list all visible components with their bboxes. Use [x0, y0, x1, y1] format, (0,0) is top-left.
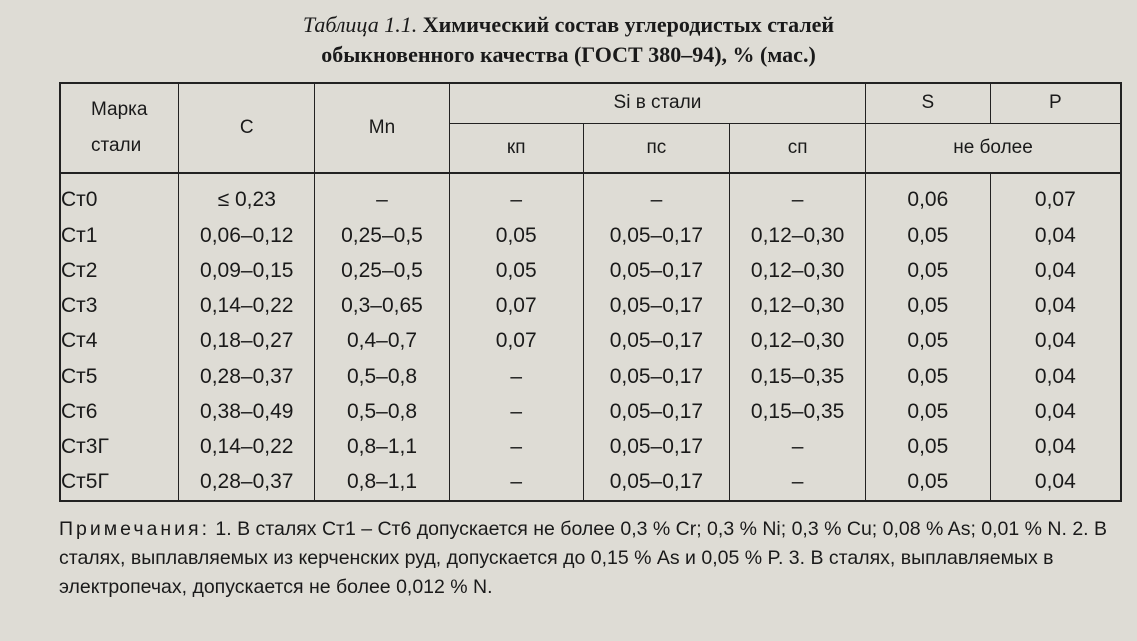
cell-kp: 0,07 — [449, 289, 583, 324]
cell-p: 0,04 — [990, 324, 1121, 359]
header-p: P — [990, 83, 1121, 123]
table-row — [60, 465, 1121, 501]
cell-p: 0,04 — [990, 218, 1121, 253]
caption-label: Таблица 1.1. — [302, 12, 418, 37]
cell-s: 0,05 — [866, 289, 991, 324]
caption-line-2 — [0, 40, 1137, 70]
cell-s: 0,05 — [866, 465, 991, 501]
cell-ps: 0,05–0,17 — [583, 324, 730, 359]
cell-kp: – — [449, 429, 583, 464]
cell-p: 0,04 — [990, 429, 1121, 464]
cell-kp: 0,05 — [449, 254, 583, 289]
cell-c: 0,18–0,27 — [179, 324, 315, 359]
header-mn: Mn — [315, 83, 450, 173]
cell-ps: 0,05–0,17 — [583, 289, 730, 324]
header-mark — [60, 83, 179, 173]
cell-s: 0,05 — [866, 218, 991, 253]
cell-mn: 0,8–1,1 — [315, 429, 450, 464]
table-row — [60, 394, 1121, 429]
cell-mark: Ст6 — [60, 394, 179, 429]
header-mark-line-1: Марка — [91, 99, 148, 120]
cell-p: 0,07 — [990, 173, 1121, 218]
cell-sp: 0,12–0,30 — [730, 218, 866, 253]
cell-kp: – — [449, 173, 583, 218]
header-s: S — [866, 83, 991, 123]
cell-mark: Ст5 — [60, 359, 179, 394]
cell-sp: 0,12–0,30 — [730, 289, 866, 324]
cell-c: 0,09–0,15 — [179, 254, 315, 289]
cell-mark: Ст4 — [60, 324, 179, 359]
table-notes — [59, 515, 1119, 602]
header-mark-line-2: стали — [91, 135, 142, 156]
header-si-kp: кп — [449, 123, 583, 173]
cell-p: 0,04 — [990, 289, 1121, 324]
table-row — [60, 218, 1121, 253]
cell-mark: Ст3 — [60, 289, 179, 324]
cell-mark: Ст0 — [60, 173, 179, 218]
cell-kp: 0,07 — [449, 324, 583, 359]
notes-heading: Примечания: — [59, 518, 210, 540]
cell-ps: 0,05–0,17 — [583, 359, 730, 394]
table-row — [60, 359, 1121, 394]
cell-ps: – — [583, 173, 730, 218]
cell-c: ≤ 0,23 — [179, 173, 315, 218]
table-row — [60, 324, 1121, 359]
cell-p: 0,04 — [990, 465, 1121, 501]
table-row — [60, 429, 1121, 464]
caption-text-2: обыкновенного качества (ГОСТ 380–94), % (мас.) — [321, 42, 816, 67]
cell-ps: 0,05–0,17 — [583, 465, 730, 501]
cell-mark: Ст3Г — [60, 429, 179, 464]
header-c: C — [179, 83, 315, 173]
cell-mark: Ст2 — [60, 254, 179, 289]
table-row — [60, 173, 1121, 218]
cell-c: 0,06–0,12 — [179, 218, 315, 253]
table-row — [60, 254, 1121, 289]
cell-mark: Ст5Г — [60, 465, 179, 501]
header-si-sp: сп — [730, 123, 866, 173]
table-row — [60, 289, 1121, 324]
table-caption — [0, 10, 1137, 70]
composition-table — [59, 82, 1122, 502]
cell-s: 0,05 — [866, 359, 991, 394]
cell-mn: 0,25–0,5 — [315, 254, 450, 289]
cell-c: 0,14–0,22 — [179, 429, 315, 464]
cell-p: 0,04 — [990, 359, 1121, 394]
cell-mn: 0,4–0,7 — [315, 324, 450, 359]
cell-ps: 0,05–0,17 — [583, 254, 730, 289]
header-not-more: не более — [866, 123, 1122, 173]
cell-mark: Ст1 — [60, 218, 179, 253]
cell-sp: 0,15–0,35 — [730, 359, 866, 394]
cell-kp: 0,05 — [449, 218, 583, 253]
cell-s: 0,06 — [866, 173, 991, 218]
cell-c: 0,28–0,37 — [179, 465, 315, 501]
cell-sp: 0,12–0,30 — [730, 254, 866, 289]
cell-sp: – — [730, 465, 866, 501]
cell-mn: – — [315, 173, 450, 218]
cell-p: 0,04 — [990, 254, 1121, 289]
cell-ps: 0,05–0,17 — [583, 429, 730, 464]
cell-ps: 0,05–0,17 — [583, 394, 730, 429]
cell-c: 0,14–0,22 — [179, 289, 315, 324]
cell-s: 0,05 — [866, 394, 991, 429]
cell-s: 0,05 — [866, 324, 991, 359]
cell-kp: – — [449, 465, 583, 501]
cell-kp: – — [449, 394, 583, 429]
notes-body: 1. В сталях Ст1 – Ст6 допускается не более 0,3 % Cr; 0,3 % Ni; 0,3 % Cu; 0,08 % As; 0,01 % N. 2. В сталях, выплавляемых из керченских руд, допускается до 0,15 % As и 0,05 % P. 3. В сталях, выплавляемых в электропечах, допускается не более 0,012 % N. — [59, 518, 1108, 598]
caption-line-1 — [0, 10, 1137, 40]
header-si-ps: пс — [583, 123, 730, 173]
cell-s: 0,05 — [866, 254, 991, 289]
cell-c: 0,28–0,37 — [179, 359, 315, 394]
cell-kp: – — [449, 359, 583, 394]
cell-mn: 0,8–1,1 — [315, 465, 450, 501]
cell-mn: 0,5–0,8 — [315, 394, 450, 429]
cell-sp: 0,12–0,30 — [730, 324, 866, 359]
cell-sp: – — [730, 173, 866, 218]
cell-s: 0,05 — [866, 429, 991, 464]
cell-p: 0,04 — [990, 394, 1121, 429]
cell-sp: – — [730, 429, 866, 464]
caption-text-1: Химический состав углеродистых сталей — [422, 12, 835, 37]
cell-ps: 0,05–0,17 — [583, 218, 730, 253]
cell-c: 0,38–0,49 — [179, 394, 315, 429]
cell-mn: 0,25–0,5 — [315, 218, 450, 253]
cell-mn: 0,5–0,8 — [315, 359, 450, 394]
cell-sp: 0,15–0,35 — [730, 394, 866, 429]
header-si-group: Si в стали — [449, 83, 865, 123]
cell-mn: 0,3–0,65 — [315, 289, 450, 324]
